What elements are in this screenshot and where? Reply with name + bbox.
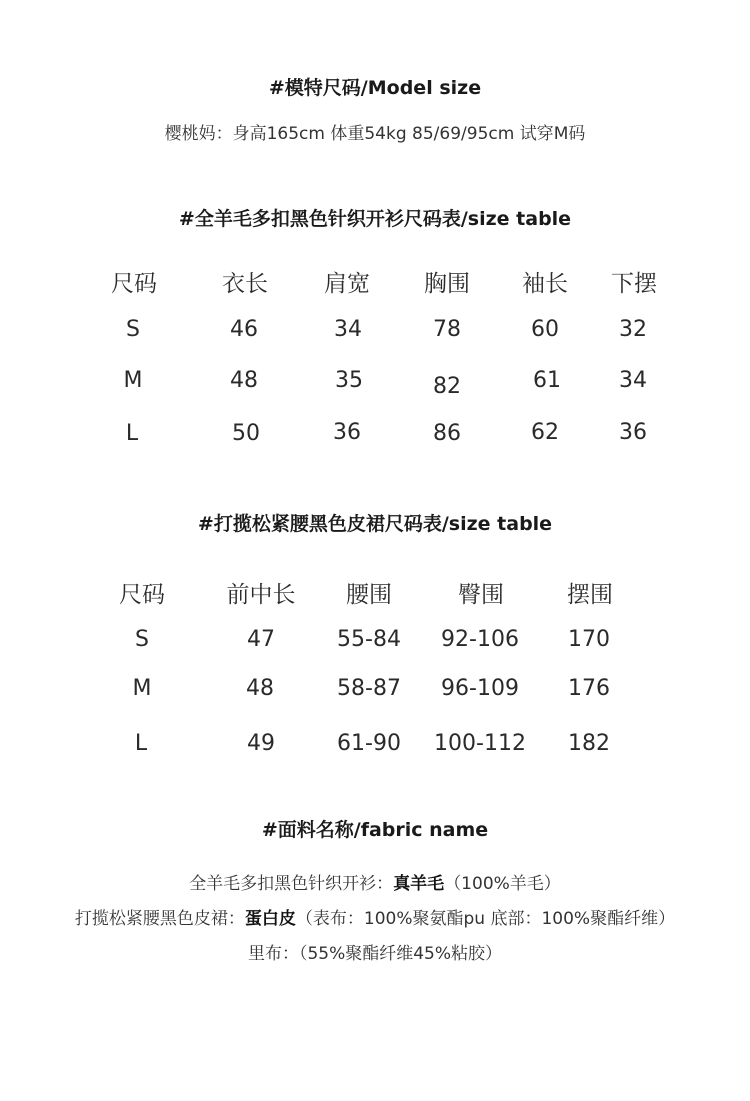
table-cell: 46 (230, 317, 258, 342)
model-size-info: 樱桃妈：身高165cm 体重54kg 85/69/95cm 试穿M码 (164, 124, 586, 144)
table-cell: 61-90 (337, 731, 401, 756)
fabric-line-skirt (0, 904, 750, 929)
fabric-line-lining: 里布：（55%聚酯纤维45%粘胶） (247, 944, 503, 964)
table-cell: 78 (433, 317, 461, 342)
fabric-material: 真羊毛 (393, 874, 445, 894)
table-cell: 48 (246, 676, 274, 701)
table-cell: 62 (531, 420, 559, 445)
table-header: 衣长 (222, 271, 268, 297)
table-header: 肩宽 (324, 271, 370, 297)
table-cell: L (134, 731, 148, 756)
table-cell: 48 (230, 368, 258, 393)
cardigan-table-title: #全羊毛多扣黑色针织开衫尺码表/size table (178, 208, 572, 230)
table-cell: 47 (247, 627, 275, 652)
table-cell: 92-106 (441, 627, 519, 652)
table-cell: 170 (568, 627, 610, 652)
table-cell: 96-109 (441, 676, 519, 701)
table-cell: 49 (247, 731, 275, 756)
table-cell: 86 (433, 421, 461, 446)
table-cell: 55-84 (337, 627, 401, 652)
fabric-title: #面料名称/fabric name (261, 819, 489, 841)
table-header: 袖长 (522, 271, 568, 297)
fabric-composition: （表布：100%聚氨酯pu 底部：100%聚酯纤维） (295, 909, 676, 929)
table-header: 臀围 (458, 582, 504, 608)
fabric-line-cardigan (0, 869, 750, 894)
table-cell: 34 (619, 368, 647, 393)
table-cell: 60 (531, 317, 559, 342)
skirt-table-title: #打揽松紧腰黑色皮裙尺码表/size table (197, 513, 553, 535)
model-size-title: #模特尺码/Model size (268, 77, 482, 99)
table-cell: 58-87 (337, 676, 401, 701)
table-header: 尺码 (111, 271, 157, 297)
fabric-material: 蛋白皮 (244, 909, 296, 929)
table-cell: 35 (335, 368, 363, 393)
table-header: 前中长 (226, 582, 296, 608)
table-cell: 32 (619, 317, 647, 342)
table-cell: 82 (433, 374, 461, 399)
table-cell: 176 (568, 676, 610, 701)
table-cell: 182 (568, 731, 610, 756)
table-header: 腰围 (346, 582, 392, 608)
fabric-composition: （100%羊毛） (444, 874, 561, 894)
table-cell: S (126, 317, 140, 342)
table-cell: 61 (533, 368, 561, 393)
fabric-item-label: 打揽松紧腰黑色皮裙： (74, 909, 245, 929)
table-header: 下摆 (611, 271, 657, 297)
table-cell: 36 (619, 420, 647, 445)
table-header: 胸围 (424, 271, 470, 297)
table-cell: 100-112 (434, 731, 526, 756)
fabric-item-label: 全羊毛多扣黑色针织开衫： (189, 874, 394, 894)
table-header: 尺码 (119, 582, 165, 608)
table-cell: 50 (232, 421, 260, 446)
table-cell: S (135, 627, 149, 652)
table-cell: M (132, 676, 152, 701)
table-cell: M (123, 368, 143, 393)
table-header: 摆围 (567, 582, 613, 608)
table-cell: L (125, 421, 139, 446)
table-cell: 34 (334, 317, 362, 342)
table-cell: 36 (333, 420, 361, 445)
